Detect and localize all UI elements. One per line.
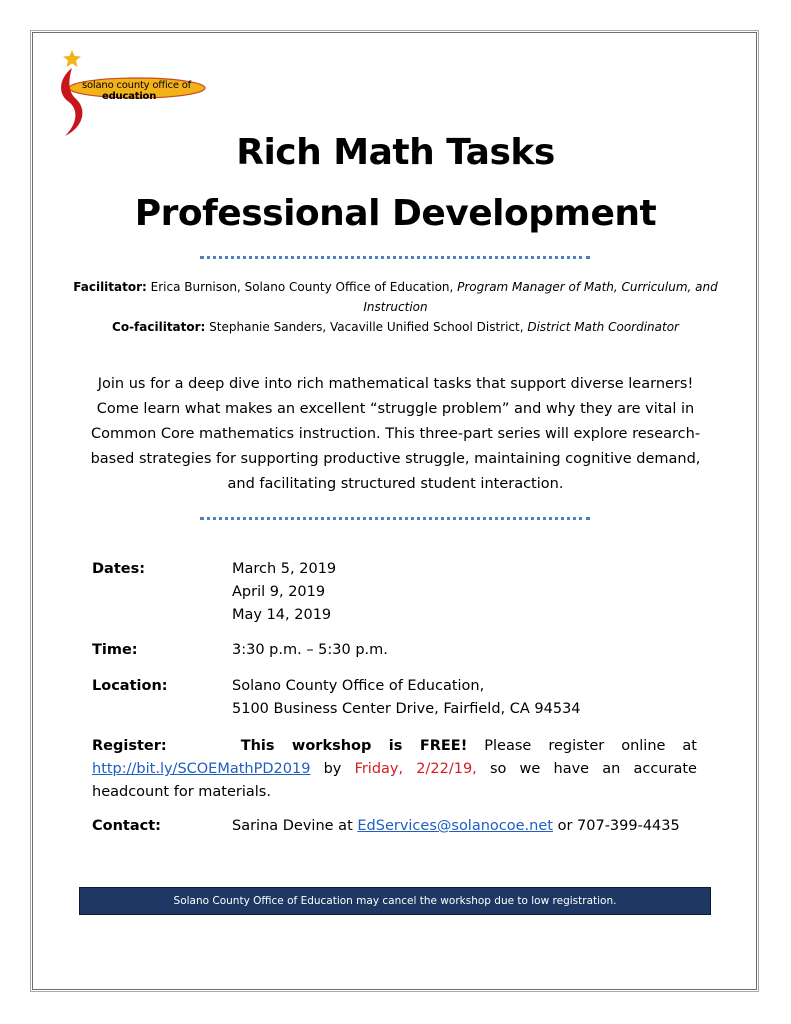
contact-name: Sarina Devine at — [232, 818, 358, 834]
contact-phone: or 707-399-4435 — [552, 818, 680, 834]
date-item: March 5, 2019 — [232, 561, 337, 577]
time-value: 3:30 p.m. – 5:30 p.m. — [232, 642, 388, 658]
dates-label: Dates: — [92, 561, 146, 577]
register-text: Please register online at — [467, 738, 697, 754]
facilitator-label: Facilitator: — [73, 280, 147, 294]
facilitator-role: Program Manager of Math, Curriculum, and Instruction — [363, 280, 718, 314]
logo-text — [82, 80, 191, 102]
title-line1: Rich Math Tasks — [236, 132, 555, 173]
date-item: April 9, 2019 — [232, 584, 326, 600]
contact-label: Contact: — [92, 818, 161, 834]
logo-line2: education — [102, 91, 157, 102]
cofacilitator-role: District Math Coordinator — [527, 320, 679, 334]
dates-list — [232, 558, 336, 627]
register-label: Register: — [92, 738, 167, 754]
register-free: This workshop is FREE! — [240, 738, 468, 754]
register-text: so we have an accurate headcount for materials. — [92, 761, 697, 800]
page-border — [32, 32, 757, 990]
location-line1: Solano County Office of Education, — [232, 678, 485, 694]
intro-paragraph: Join us for a deep dive into rich mathematical tasks that support diverse learners! Come learn what makes an excellent “struggle problem” and why they are vital in Common Core mathematics instruction. This three-part series will explore research-based strategies for supporting productive struggle, maintaining cognitive demand, and facilitating structured student interaction. — [90, 376, 701, 492]
facilitator-name: Erica Burnison, Solano County Office of Education, — [146, 280, 458, 294]
title-line2: Professional Development — [134, 193, 657, 234]
divider-bottom — [200, 517, 590, 520]
time-label: Time: — [92, 642, 138, 658]
register-link[interactable]: http://bit.ly/SCOEMathPD2019 — [92, 761, 311, 777]
contact-value — [232, 815, 680, 838]
register-deadline: Friday, 2/22/19, — [354, 761, 477, 777]
register-text: by — [310, 761, 355, 777]
cofacilitator-name: Stephanie Sanders, Vacaville Unified School District, — [205, 320, 528, 334]
facilitator-block — [60, 277, 731, 317]
cofacilitator-label: Co-facilitator: — [112, 320, 206, 334]
contact-email-link[interactable]: EdServices@solanocoe.net — [357, 818, 553, 834]
location-label: Location: — [92, 678, 168, 694]
register-paragraph — [92, 735, 697, 804]
cancellation-banner: Solano County Office of Education may cancel the workshop due to low registration. — [79, 887, 711, 915]
location-value — [232, 675, 581, 721]
date-item: May 14, 2019 — [232, 607, 332, 623]
logo-line1: solano county office of — [82, 80, 191, 91]
divider-top — [200, 256, 590, 259]
cofacilitator-block — [60, 317, 731, 337]
location-line2: 5100 Business Center Drive, Fairfield, CA 94534 — [232, 701, 581, 717]
